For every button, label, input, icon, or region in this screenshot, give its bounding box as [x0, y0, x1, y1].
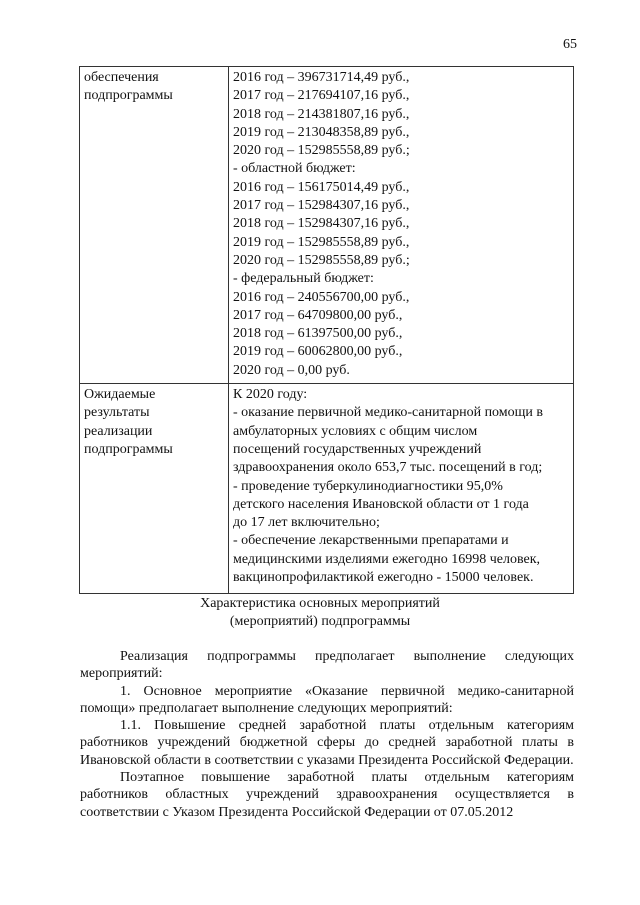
- heading-line: (мероприятий) подпрограммы: [229, 614, 411, 629]
- paragraph: 1. Основное мероприятие «Оказание первичной медико-санитарной помощи» предполагает выполнение следующих мероприятий:: [80, 683, 574, 716]
- content-line: 2017 год – 64709800,00 руб.,: [233, 307, 403, 323]
- content-line: - федеральный бюджет:: [233, 271, 374, 287]
- content-line: - проведение туберкулинодиагностики 95,0%: [233, 478, 503, 494]
- label-line: реализации: [84, 423, 153, 439]
- content-line: 2018 год – 152984307,16 руб.,: [233, 216, 410, 232]
- label-line: обеспечения: [84, 70, 159, 85]
- label-line: подпрограммы: [84, 88, 173, 104]
- content-line: - областной бюджет:: [233, 161, 356, 177]
- page-number: 65: [563, 37, 577, 52]
- subprogram-passport-table: [79, 66, 574, 594]
- label-line: Ожидаемые: [84, 387, 156, 403]
- content-line: 2017 год – 217694107,16 руб.,: [233, 88, 410, 104]
- content-line: 2019 год – 60062800,00 руб.,: [233, 344, 403, 360]
- content-line: 2016 год – 156175014,49 руб.,: [233, 179, 410, 195]
- row-content-cell: [229, 384, 574, 594]
- content-line: 2020 год – 0,00 руб.: [233, 362, 350, 378]
- row-content-cell: [229, 67, 574, 384]
- body-text: [80, 648, 574, 821]
- paragraph: Поэтапное повышение заработной платы отдельным категориям работников областных учреждений здравоохранения осуществляется в соответствии с Указом Президента Российской Федерации от 07.05.2012: [80, 770, 574, 820]
- content-line: - оказание первичной медико-санитарной помощи в: [233, 405, 544, 421]
- label-line: результаты: [84, 405, 150, 421]
- content-line: 2020 год – 152985558,89 руб.;: [233, 252, 410, 268]
- content-line: 2018 год – 214381807,16 руб.,: [233, 106, 410, 122]
- content-line: здравоохранения около 653,7 тыс. посещений в год;: [233, 460, 543, 476]
- content-line: - обеспечение лекарственными препаратами и: [233, 533, 509, 549]
- content-line: амбулаторных условиях с общим числом: [233, 423, 478, 439]
- content-line: 2019 год – 152985558,89 руб.,: [233, 234, 410, 250]
- content-line: 2016 год – 240556700,00 руб.,: [233, 289, 410, 305]
- content-line: вакцинопрофилактикой ежегодно - 15000 человек.: [233, 570, 534, 586]
- section-heading: [0, 595, 640, 631]
- content-line: 2016 год – 396731714,49 руб.,: [233, 70, 410, 85]
- row-label-cell: [80, 67, 229, 384]
- row-label-cell: [80, 384, 229, 594]
- label-line: подпрограммы: [84, 441, 173, 457]
- content-line: 2018 год – 61397500,00 руб.,: [233, 326, 403, 342]
- content-line: посещений государственных учреждений: [233, 441, 482, 457]
- table-row-funding: [80, 67, 574, 384]
- content-line: 2020 год – 152985558,89 руб.;: [233, 143, 410, 159]
- content-line: 2017 год – 152984307,16 руб.,: [233, 198, 410, 214]
- paragraph: Реализация подпрограммы предполагает выполнение следующих мероприятий:: [80, 649, 574, 682]
- content-line: до 17 лет включительно;: [233, 515, 380, 531]
- content-line: медицинскими изделиями ежегодно 16998 человек,: [233, 551, 541, 567]
- heading-line: Характеристика основных мероприятий: [200, 596, 440, 611]
- content-line: детского населения Ивановской области от 1 года: [233, 496, 529, 512]
- content-line: К 2020 году:: [233, 387, 308, 403]
- table-row-expected-results: [80, 384, 574, 594]
- content-line: 2019 год – 213048358,89 руб.,: [233, 124, 410, 140]
- paragraph: 1.1. Повышение средней заработной платы отдельным категориям работников учреждений бюджетной сферы до средней заработной платы в Ивановской области в соответствии с указами Президента Российской Федерации.: [80, 718, 574, 768]
